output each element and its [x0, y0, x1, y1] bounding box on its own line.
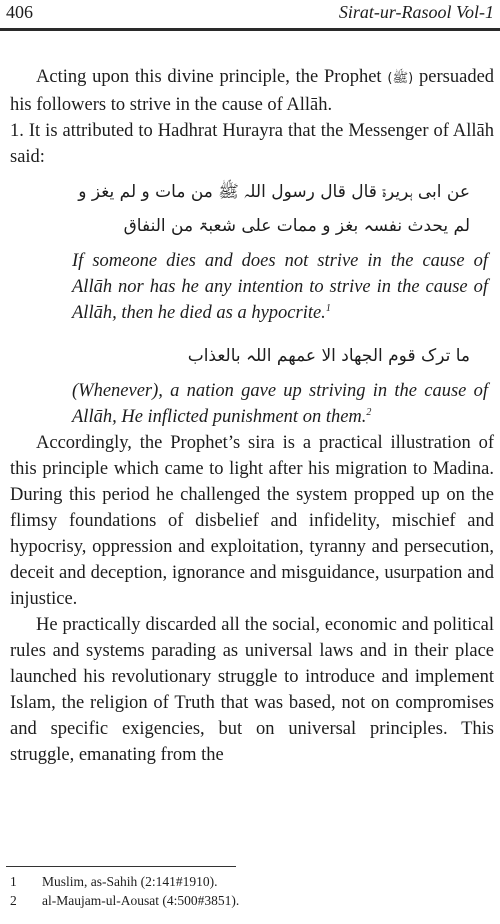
paragraph-sira: Accordingly, the Prophet’s sira is a practical illustration of this principle which came to light after his migration to Madina. During this period he challenged the system propped up on the flimsy foundations of disbelief and infidelity, mischief and hypocrisy, oppression and exploitation, tyranny and persecution, deceit and deception, ignorance and misguidance, usurpation and injustice.	[10, 433, 494, 609]
footnote-1	[10, 872, 239, 891]
hadith-intro: 1. It is attributed to Hadhrat Hurayra that the Messenger of Allāh said:	[10, 121, 494, 167]
translation-1: If someone dies and does not strive in the cause of Allāh nor has he any intention to strive in the cause of Allāh, then he died as a hypocrite.$^1$	[72, 251, 488, 323]
footnote-number: 2	[10, 893, 17, 908]
footnote-ref-2[interactable]: 2	[366, 406, 372, 418]
salutation-seal-icon: (ﷺ)	[387, 71, 414, 86]
paragraph-intro	[10, 64, 494, 118]
arabic-hadith-1b: لم یحدث نفسہ بغز و ممات علی شعبۃ من النفاق	[123, 216, 470, 236]
header-rule	[0, 28, 500, 31]
footnote-number: 1	[10, 874, 17, 889]
intro-text-cont: persuaded his followers to strive in the cause of Allāh.	[10, 67, 495, 115]
paragraph-struggle: He practically discarded all the social, economic and political rules and systems parading as universal laws and in their place launched his revolutionary struggle to introduce and implement Islam, the religion of Truth that was based, not on compromises and specific exigencies, but on universal principles. This struggle, emanating from the	[10, 615, 494, 765]
translation-2: (Whenever), a nation gave up striving in the cause of Allāh, He inflicted punishment on them.$^2$	[72, 381, 488, 427]
page-number: 406	[6, 2, 33, 22]
footnote-2	[10, 891, 239, 910]
body-text	[10, 64, 494, 768]
intro-text: Acting upon this divine principle, the Prophet	[36, 67, 382, 87]
footnote-rule	[6, 866, 236, 867]
arabic-hadith-2: ما ترک قوم الجھاد الا عمھم اللہ بالعذاب	[187, 346, 470, 366]
footnote-text: al-Maujam-ul-Aousat (4:500#3851).	[42, 893, 240, 908]
running-title: Sirat-ur-Rasool Vol-1	[338, 2, 494, 22]
arabic-hadith-1a: عن ابی ہریرۃ قال قال رسول اللہ ﷺ من مات و لم یغز و	[78, 182, 470, 202]
footnote-text: Muslim, as-Sahih (2:141#1910).	[42, 874, 218, 889]
footnotes	[10, 872, 239, 910]
footnote-ref-1[interactable]: 1	[325, 302, 331, 314]
